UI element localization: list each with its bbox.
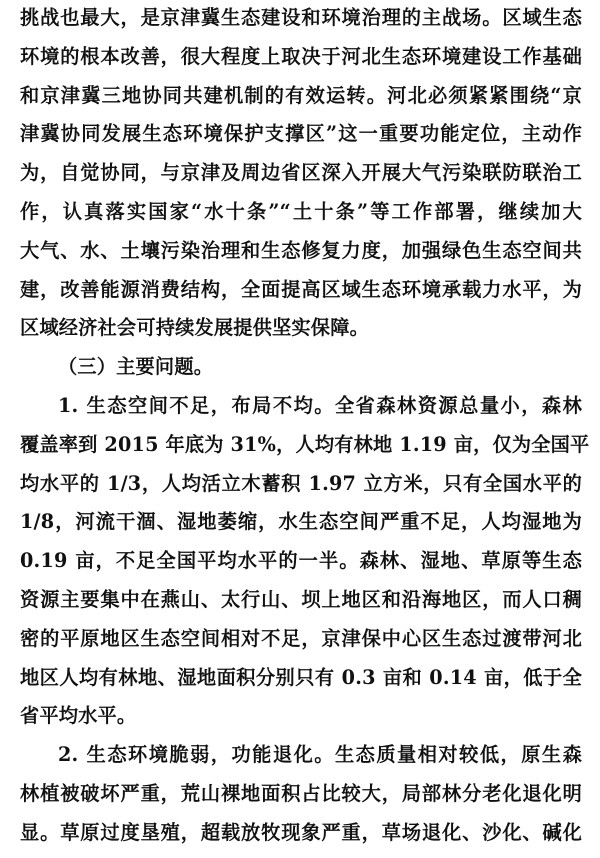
text-line-18: 地区人均有林地、湿地面积分别只有 0.3 亩和 0.14 亩，低于全	[20, 665, 582, 689]
text-line-7: 大气、水、土壤污染治理和生态修复力度，加强绿色生态空间共	[20, 238, 582, 262]
text-line-13: 均水平的 1/3，人均活立木蓄积 1.97 立方米，只有全国水平的	[20, 471, 582, 495]
text-line-5: 为，自觉协同，与京津及周边省区深入开展大气污染联防联治工	[20, 161, 582, 185]
text-line-17: 密的平原地区生态空间相对不足，京津保中心区生态过渡带河北	[20, 626, 582, 650]
text-line-9: 区域经济社会可持续发展提供坚实保障。	[20, 316, 369, 340]
text-line-6: 作，认真落实国家“水十条”“土十条”等工作部署，继续加大	[20, 200, 582, 223]
text-line-8: 建，改善能源消费结构，全面提高区域生态环境承载力水平，为	[20, 277, 582, 301]
text-line-19: 省平均水平。	[20, 704, 137, 728]
text-line-11: 1. 生态空间不足，布局不均。全省森林资源总量小，森林	[58, 394, 582, 417]
text-line-3: 和京津冀三地协同共建机制的有效运转。河北必须紧紧围绕“京	[20, 83, 582, 107]
text-line-4: 津冀协同发展生态环境保护支撑区”这一重要功能定位，主动作	[20, 122, 582, 146]
text-line-16: 资源主要集中在燕山、太行山、坝上地区和沿海地区，而人口稠	[20, 588, 582, 611]
text-line-12: 覆盖率到 2015 年底为 31%，人均有林地 1.19 亩，仅为全国平	[20, 432, 590, 456]
text-line-20: 2. 生态环境脆弱，功能退化。生态质量相对较低，原生森	[58, 743, 582, 767]
text-line-14: 1/8，河流干涸、湿地萎缩，水生态空间严重不足，人均湿地为	[20, 510, 582, 534]
text-line-1: 挑战也最大，是京津冀生态建设和环境治理的主战场。区域生态	[20, 6, 582, 29]
text-line-15: 0.19 亩，不足全国平均水平的一半。森林、湿地、草原等生态	[20, 549, 582, 573]
text-line-22: 显。草原过度垦殖，超载放牧现象严重，草场退化、沙化、碱化	[20, 820, 582, 844]
text-line-10: （三）主要问题。	[58, 355, 214, 379]
text-line-21: 林植被破坏严重，荒山裸地面积占比较大，局部林分老化退化明	[20, 782, 582, 805]
text-line-2: 环境的根本改善，很大程度上取决于河北生态环境建设工作基础	[20, 44, 582, 68]
